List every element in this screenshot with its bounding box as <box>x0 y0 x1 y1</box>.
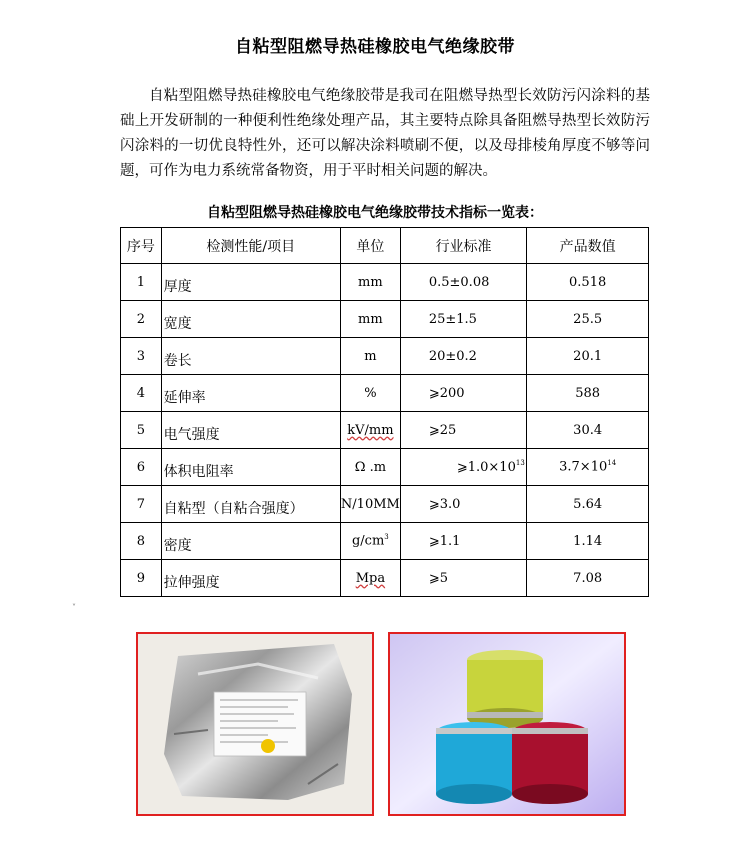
row-standard: 20±0.2 <box>428 348 477 364</box>
row-unit: mm <box>340 301 400 338</box>
row-item: 电气强度 <box>163 427 220 443</box>
row-value: 1.14 <box>527 523 649 560</box>
row-unit <box>340 523 400 560</box>
row-value: 588 <box>527 375 649 412</box>
table-header-row <box>121 228 649 264</box>
row-standard: ⩾1.1 <box>428 533 461 549</box>
table-title: 自粘型阻燃导热硅橡胶电气绝缘胶带技术指标一览表： <box>207 205 543 221</box>
row-value: 20.1 <box>527 338 649 375</box>
header-item: 检测性能/项目 <box>161 228 340 264</box>
row-item: 自粘型（自粘合强度） <box>163 501 304 517</box>
row-item: 体积电阻率 <box>163 464 234 480</box>
header-no: 序号 <box>121 228 162 264</box>
row-standard: 25±1.5 <box>428 311 477 327</box>
row-unit: kV/mm <box>347 422 394 438</box>
table-row <box>121 449 649 486</box>
table-row <box>121 412 649 449</box>
row-value: 30.4 <box>527 412 649 449</box>
row-no: 6 <box>136 459 145 475</box>
foil-package-photo <box>136 632 374 816</box>
row-item: 卷长 <box>163 353 192 369</box>
header-unit: 单位 <box>340 228 400 264</box>
unit-exponent: 3 <box>384 533 389 542</box>
row-value: 0.518 <box>527 264 649 301</box>
document-title: 自粘型阻燃导热硅橡胶电气绝缘胶带 <box>235 37 515 57</box>
row-no: 5 <box>136 422 145 438</box>
foil-package-icon <box>138 634 372 814</box>
row-no: 1 <box>136 274 145 290</box>
row-value: 25.5 <box>527 301 649 338</box>
table-row <box>121 523 649 560</box>
row-value <box>527 449 649 486</box>
value-base: 3.7×10 <box>559 459 608 475</box>
row-standard: ⩾3.0 <box>428 496 461 512</box>
header-standard: 行业标准 <box>400 228 526 264</box>
row-value: 5.64 <box>527 486 649 523</box>
standard-exponent: 13 <box>515 459 525 468</box>
row-unit: mm <box>340 264 400 301</box>
row-no: 8 <box>136 533 145 549</box>
table-row <box>121 264 649 301</box>
unit-base: g/cm <box>351 533 385 549</box>
row-unit: Ω .m <box>340 449 400 486</box>
table-row <box>121 301 649 338</box>
paragraph-marker: ˅ <box>72 603 76 612</box>
row-item: 厚度 <box>163 279 192 295</box>
row-value: 7.08 <box>527 560 649 597</box>
header-value: 产品数值 <box>527 228 649 264</box>
row-standard <box>429 459 525 474</box>
tape-rolls-icon <box>390 634 624 814</box>
row-item: 延伸率 <box>163 390 206 406</box>
spec-table <box>120 227 649 597</box>
row-no: 3 <box>136 348 145 364</box>
row-no: 9 <box>136 570 145 586</box>
table-row <box>121 486 649 523</box>
row-standard: ⩾200 <box>428 385 465 401</box>
row-standard: 0.5±0.08 <box>428 274 490 290</box>
row-standard: ⩾5 <box>428 570 449 586</box>
row-item: 密度 <box>163 538 192 554</box>
table-row <box>121 560 649 597</box>
row-unit: % <box>340 375 400 412</box>
row-no: 7 <box>136 496 145 512</box>
row-no: 4 <box>136 385 145 401</box>
row-unit: m <box>340 338 400 375</box>
standard-base: ⩾1.0×10 <box>456 459 516 475</box>
intro-paragraph: 自粘型阻燃导热硅橡胶电气绝缘胶带是我司在阻燃导热型长效防污闪涂料的基础上开发研制的一种便利性绝缘处理产品，其主要特点除具备阻燃导热型长效防污闪涂料的一切优良特性外，还可以解决涂料喷刷不便，以及母排棱角厚度不够等问题，可作为电力系统常备物资，用于平时相关问题的解决。 <box>120 88 650 179</box>
row-unit: N/10MM <box>340 486 400 523</box>
row-item: 拉伸强度 <box>163 575 220 591</box>
tape-rolls-photo <box>388 632 626 816</box>
row-standard: ⩾25 <box>428 422 457 438</box>
row-item: 宽度 <box>163 316 192 332</box>
value-exponent: 14 <box>607 459 617 468</box>
row-unit: Mpa <box>355 570 386 586</box>
table-row <box>121 338 649 375</box>
table-row <box>121 375 649 412</box>
row-no: 2 <box>136 311 145 327</box>
